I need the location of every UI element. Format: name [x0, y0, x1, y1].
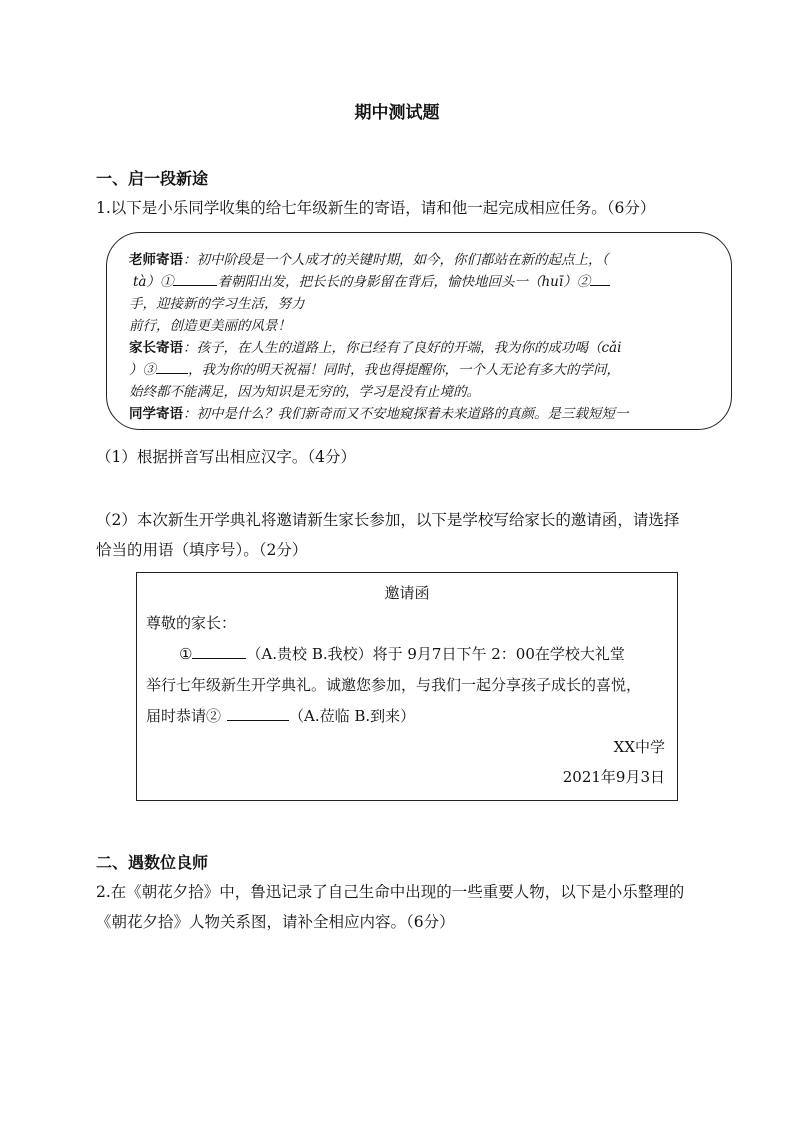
teacher-message-line: [129, 248, 608, 268]
student-text-1: ：初中是什么？我们新奇而又不安地窥探着未来道路的真颜。是三载短短一: [183, 406, 629, 422]
parent-text-2a: ）③: [129, 362, 156, 378]
sub-question-2-line-2: 恰当的用语（填序号）。（2分）: [96, 541, 308, 559]
letter-line-3: [146, 705, 415, 726]
invitation-letter: [136, 572, 678, 801]
letter-marker-1: ①: [179, 645, 193, 663]
blank-2[interactable]: [590, 271, 610, 286]
question-2-line-1: 2.在《朝花夕拾》中，鲁迅记录了自己生命中出现的一些重要人物，以下是小乐整理的: [96, 883, 685, 901]
section2-heading: 二、遇数位良师: [96, 853, 209, 872]
teacher-text-2a: tà）①: [133, 274, 174, 290]
letter-line-1: [179, 643, 625, 664]
message-bubble: [106, 232, 732, 430]
letter-salutation: 尊敬的家长：: [146, 614, 237, 632]
section1-heading: 一、启一段新途: [96, 169, 209, 188]
sub-question-1: （1）根据拼音写出相应汉字。（4分）: [96, 448, 356, 466]
teacher-text-4: 前行，创造更美丽的风景！: [129, 318, 291, 334]
letter-blank-2[interactable]: [227, 706, 289, 721]
letter-text-3: （A.莅临 B.到来）: [289, 707, 416, 725]
letter-line-2: 举行七年级新生开学典礼。诚邀您参加，与我们一起分享孩子成长的喜悦，: [146, 676, 642, 694]
letter-blank-1[interactable]: [192, 644, 246, 659]
blank-1[interactable]: [173, 271, 217, 286]
parent-text-1: ：孩子，在人生的道路上，你已经有了良好的开端，我为你的成功喝（cǎi: [183, 340, 622, 356]
teacher-text-1: ：初中阶段是一个人成才的关键时期，如今，你们都站在新的起点上，（: [183, 252, 609, 268]
parent-message-line: [129, 336, 621, 356]
parent-text-2b: ，我为你的明天祝福！同时，我也得提醒你，一个人无论有多大的学问，: [188, 362, 620, 378]
teacher-label: 老师寄语: [129, 252, 183, 268]
sub-question-2-line-1: （2）本次新生开学典礼将邀请新生家长参加，以下是学校写给家长的邀请函，请选择: [96, 511, 680, 529]
teacher-message-line-2: [129, 270, 610, 290]
teacher-text-3: 手，迎接新的学习生活，努力: [129, 296, 305, 312]
student-message-line: [129, 402, 629, 422]
letter-date: 2021年9月3日: [562, 768, 665, 786]
page-title: 期中测试题: [354, 103, 440, 123]
question-1: 1.以下是小乐同学收集的给七年级新生的寄语，请和他一起完成相应任务。（6分）: [96, 199, 656, 217]
letter-text-1: （A.贵校 B.我校）将于 9月7日下午 2：00在学校大礼堂: [246, 645, 625, 663]
letter-signature: XX中学: [613, 738, 665, 756]
student-label: 同学寄语: [129, 406, 183, 422]
letter-marker-2: 届时恭请②: [146, 707, 222, 725]
parent-label: 家长寄语: [129, 340, 183, 356]
parent-message-line-2: [129, 358, 620, 378]
parent-text-3: 始终都不能满足，因为知识是无穷的，学习是没有止境的。: [129, 384, 480, 400]
blank-3[interactable]: [156, 359, 188, 374]
question-2-line-2: 《朝花夕拾》人物关系图，请补全相应内容。（6分）: [96, 913, 455, 931]
teacher-text-2b: 着朝阳出发，把长长的身影留在背后，愉快地回头一（huī）②: [217, 274, 591, 290]
letter-heading: 邀请函: [384, 584, 430, 602]
